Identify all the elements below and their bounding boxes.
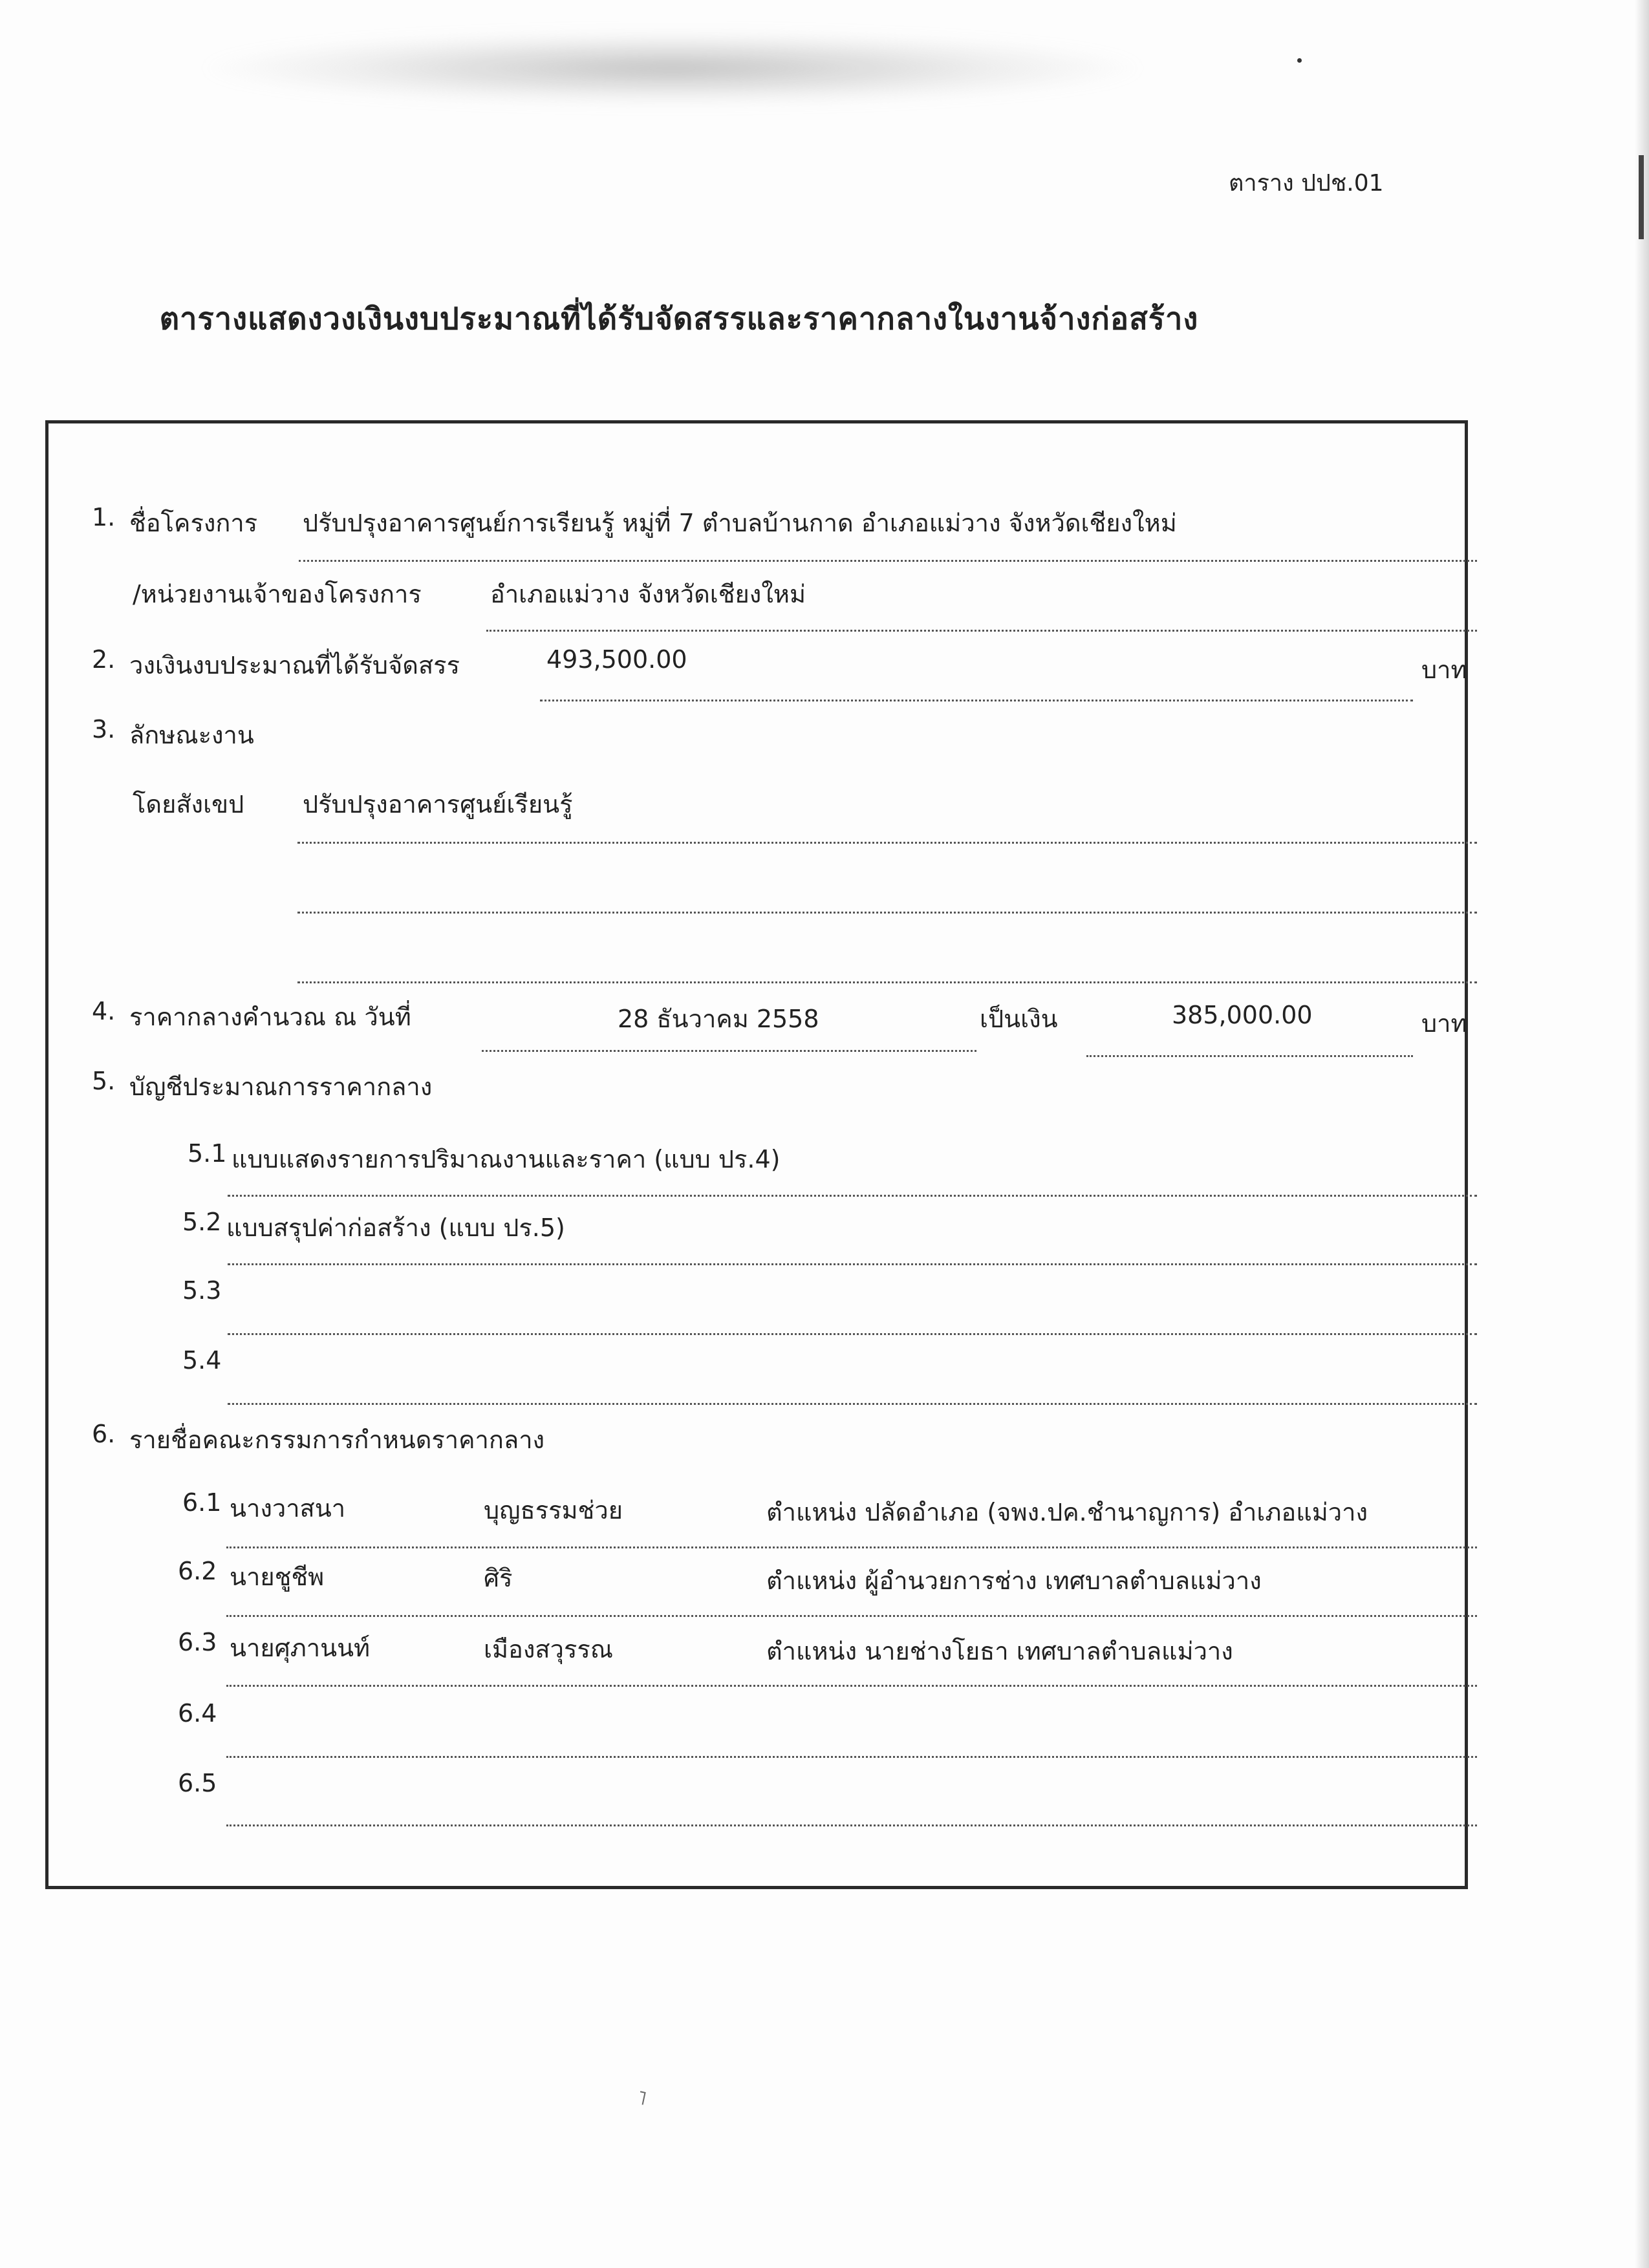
median-price-date: 28 ธันวาคม 2558	[618, 1005, 819, 1033]
summary-line-1	[297, 842, 1477, 844]
member-first-name: นายศุภานนท์	[230, 1634, 371, 1662]
owner-label: /หน่วยงานเจ้าของโครงการ	[133, 580, 422, 608]
member-last-name: ศิริ	[484, 1564, 513, 1592]
scan-stray-mark: ˥	[634, 2086, 649, 2111]
item3-label: ลักษณะงาน	[129, 721, 254, 749]
summary-line-2	[297, 912, 1477, 914]
member-line	[226, 1546, 1477, 1548]
amount-unit: บาท	[1421, 1009, 1467, 1038]
member-position: ตำแหน่ง ผู้อำนวยการช่าง เทศบาลตำบลแม่วาง	[766, 1567, 1262, 1595]
summary-value: ปรับปรุงอาคารศูนย์เรียนรู้	[303, 790, 573, 818]
owner-value: อำเภอแม่วาง จังหวัดเชียงใหม่	[490, 580, 806, 608]
median-price-amount: 385,000.00	[1172, 1001, 1313, 1029]
owner-line	[486, 630, 1477, 632]
member-line	[226, 1824, 1477, 1826]
summary-label: โดยสังเขป	[133, 790, 244, 818]
list-item-number: 5.3	[182, 1276, 222, 1305]
member-last-name: เมืองสวุรรณ	[484, 1635, 614, 1664]
item2-number: 2.	[92, 645, 116, 674]
list-item-text: แบบแสดงรายการปริมาณงานและราคา (แบบ ปร.4)	[232, 1145, 781, 1173]
list-item-line	[228, 1333, 1477, 1335]
date-line	[482, 1050, 976, 1052]
member-position: ตำแหน่ง ปลัดอำเภอ (จพง.ปค.ชำนาญการ) อำเภอแม่วาง	[766, 1498, 1368, 1526]
item5-number: 5.	[92, 1067, 116, 1095]
scan-speck	[1297, 58, 1302, 63]
member-position: ตำแหน่ง นายช่างโยธา เทศบาลตำบลแม่วาง	[766, 1637, 1233, 1665]
project-name-line	[299, 560, 1477, 562]
member-number: 6.2	[178, 1557, 217, 1585]
list-item-line	[228, 1263, 1477, 1265]
budget-line	[540, 700, 1413, 701]
list-item-number: 5.4	[182, 1346, 222, 1375]
list-item-line	[228, 1403, 1477, 1405]
list-item-number: 5.2	[182, 1208, 222, 1236]
budget-value: 493,500.00	[546, 645, 687, 674]
summary-line-3	[297, 981, 1477, 983]
list-item-line	[228, 1195, 1477, 1197]
list-item-number: 5.1	[188, 1139, 227, 1168]
member-number: 6.4	[178, 1699, 217, 1728]
item3-number: 3.	[92, 715, 116, 744]
scan-edge-shadow	[1639, 155, 1644, 239]
member-line	[226, 1615, 1477, 1617]
table-code: ตาราง ปปช.01	[1229, 170, 1384, 197]
item4-number: 4.	[92, 997, 116, 1025]
member-first-name: นายชูชีพ	[230, 1563, 325, 1591]
member-number: 6.3	[178, 1628, 217, 1656]
member-line	[226, 1685, 1477, 1687]
item1-number: 1.	[92, 503, 116, 531]
item4-label: ราคากลางคำนวณ ณ วันที่	[129, 1003, 411, 1031]
project-name-value: ปรับปรุงอาคารศูนย์การเรียนรู้ หมู่ที่ 7 ตำบลบ้านกาด อำเภอแม่วาง จังหวัดเชียงใหม่	[303, 509, 1177, 537]
member-number: 6.5	[178, 1769, 217, 1797]
list-item-text: แบบสรุปค่าก่อสร้าง (แบบ ปร.5)	[226, 1214, 565, 1242]
item5-label: บัญชีประมาณการราคากลาง	[129, 1073, 433, 1101]
member-last-name: บุญธรรมช่วย	[484, 1496, 623, 1524]
item6-number: 6.	[92, 1420, 116, 1448]
budget-unit: บาท	[1421, 656, 1467, 684]
amount-line	[1086, 1055, 1413, 1057]
item1-label: ชื่อโครงการ	[129, 509, 258, 537]
amount-label: เป็นเงิน	[980, 1005, 1058, 1033]
member-number: 6.1	[182, 1488, 222, 1517]
scan-page-edge	[1635, 0, 1649, 2268]
member-line	[226, 1756, 1477, 1758]
member-first-name: นางวาสนา	[230, 1494, 346, 1523]
item6-label: รายชื่อคณะกรรมการกำหนดราคากลาง	[129, 1426, 545, 1454]
document-title: ตารางแสดงวงเงินงบประมาณที่ได้รับจัดสรรและราคากลางในงานจ้างก่อสร้าง	[159, 301, 1199, 337]
item2-label: วงเงินงบประมาณที่ได้รับจัดสรร	[129, 651, 460, 679]
scan-smudge	[58, 13, 1287, 136]
